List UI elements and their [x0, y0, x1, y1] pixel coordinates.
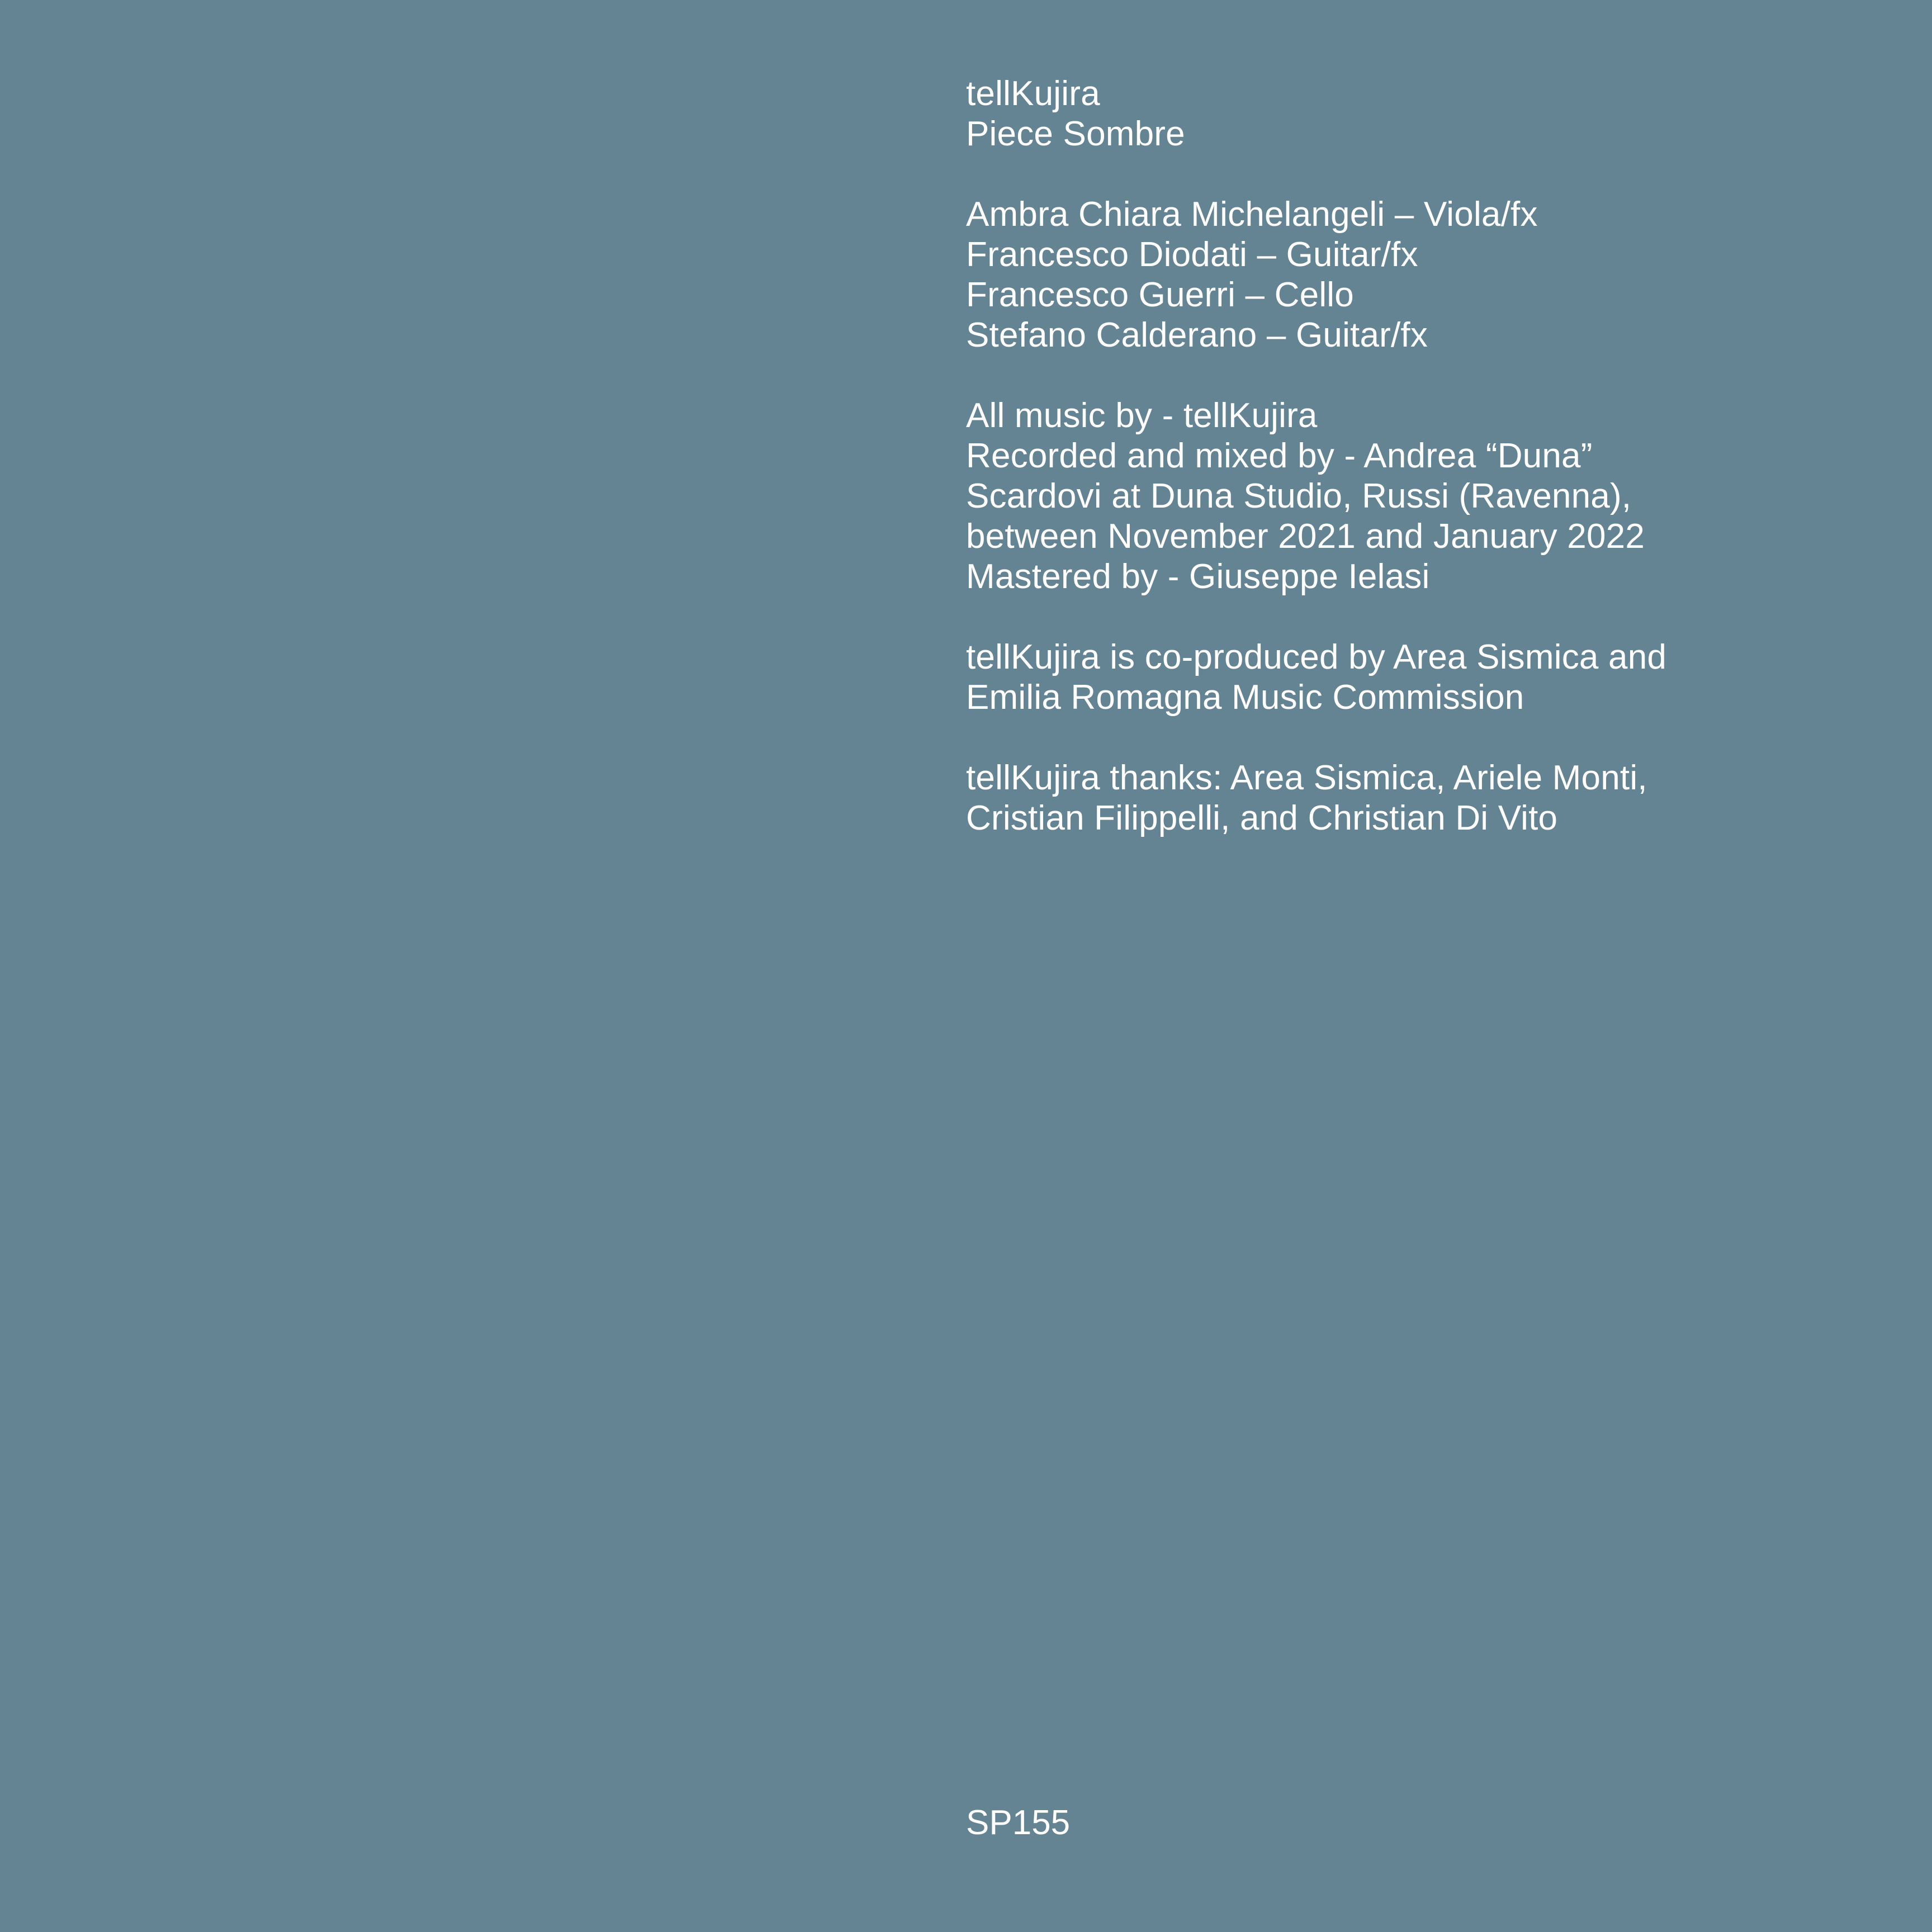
credits-line: between November 2021 and January 2022 [966, 517, 1645, 556]
coproduction-section [966, 637, 1883, 718]
credits-line: Mastered by - Giuseppe Ielasi [966, 557, 1430, 596]
personnel-line: Ambra Chiara Michelangeli – Viola/fx [966, 195, 1538, 234]
coproduction-line: Emilia Romagna Music Commission [966, 678, 1524, 717]
personnel-section [966, 195, 1883, 356]
album-title: Piece Sombre [966, 115, 1185, 153]
thanks-line: Cristian Filippelli, and Christian Di Vito [966, 799, 1558, 837]
personnel-line: Francesco Diodati – Guitar/fx [966, 235, 1418, 274]
credits-line: All music by - tellKujira [966, 396, 1318, 435]
personnel-line: Francesco Guerri – Cello [966, 276, 1354, 314]
artist-name: tellKujira [966, 74, 1100, 113]
credits-line: Scardovi at Duna Studio, Russi (Ravenna), [966, 477, 1632, 515]
title-section [966, 74, 1883, 154]
thanks-line: tellKujira thanks: Area Sismica, Ariele Monti, [966, 759, 1647, 797]
personnel-line: Stefano Calderano – Guitar/fx [966, 316, 1428, 354]
coproduction-line: tellKujira is co-produced by Area Sismica and [966, 638, 1667, 676]
credits-section [966, 396, 1883, 597]
catalog-number: SP155 [966, 1803, 1071, 1842]
thanks-section [966, 758, 1883, 839]
credits-line: Recorded and mixed by - Andrea “Duna” [966, 437, 1593, 475]
liner-notes [966, 74, 1883, 839]
